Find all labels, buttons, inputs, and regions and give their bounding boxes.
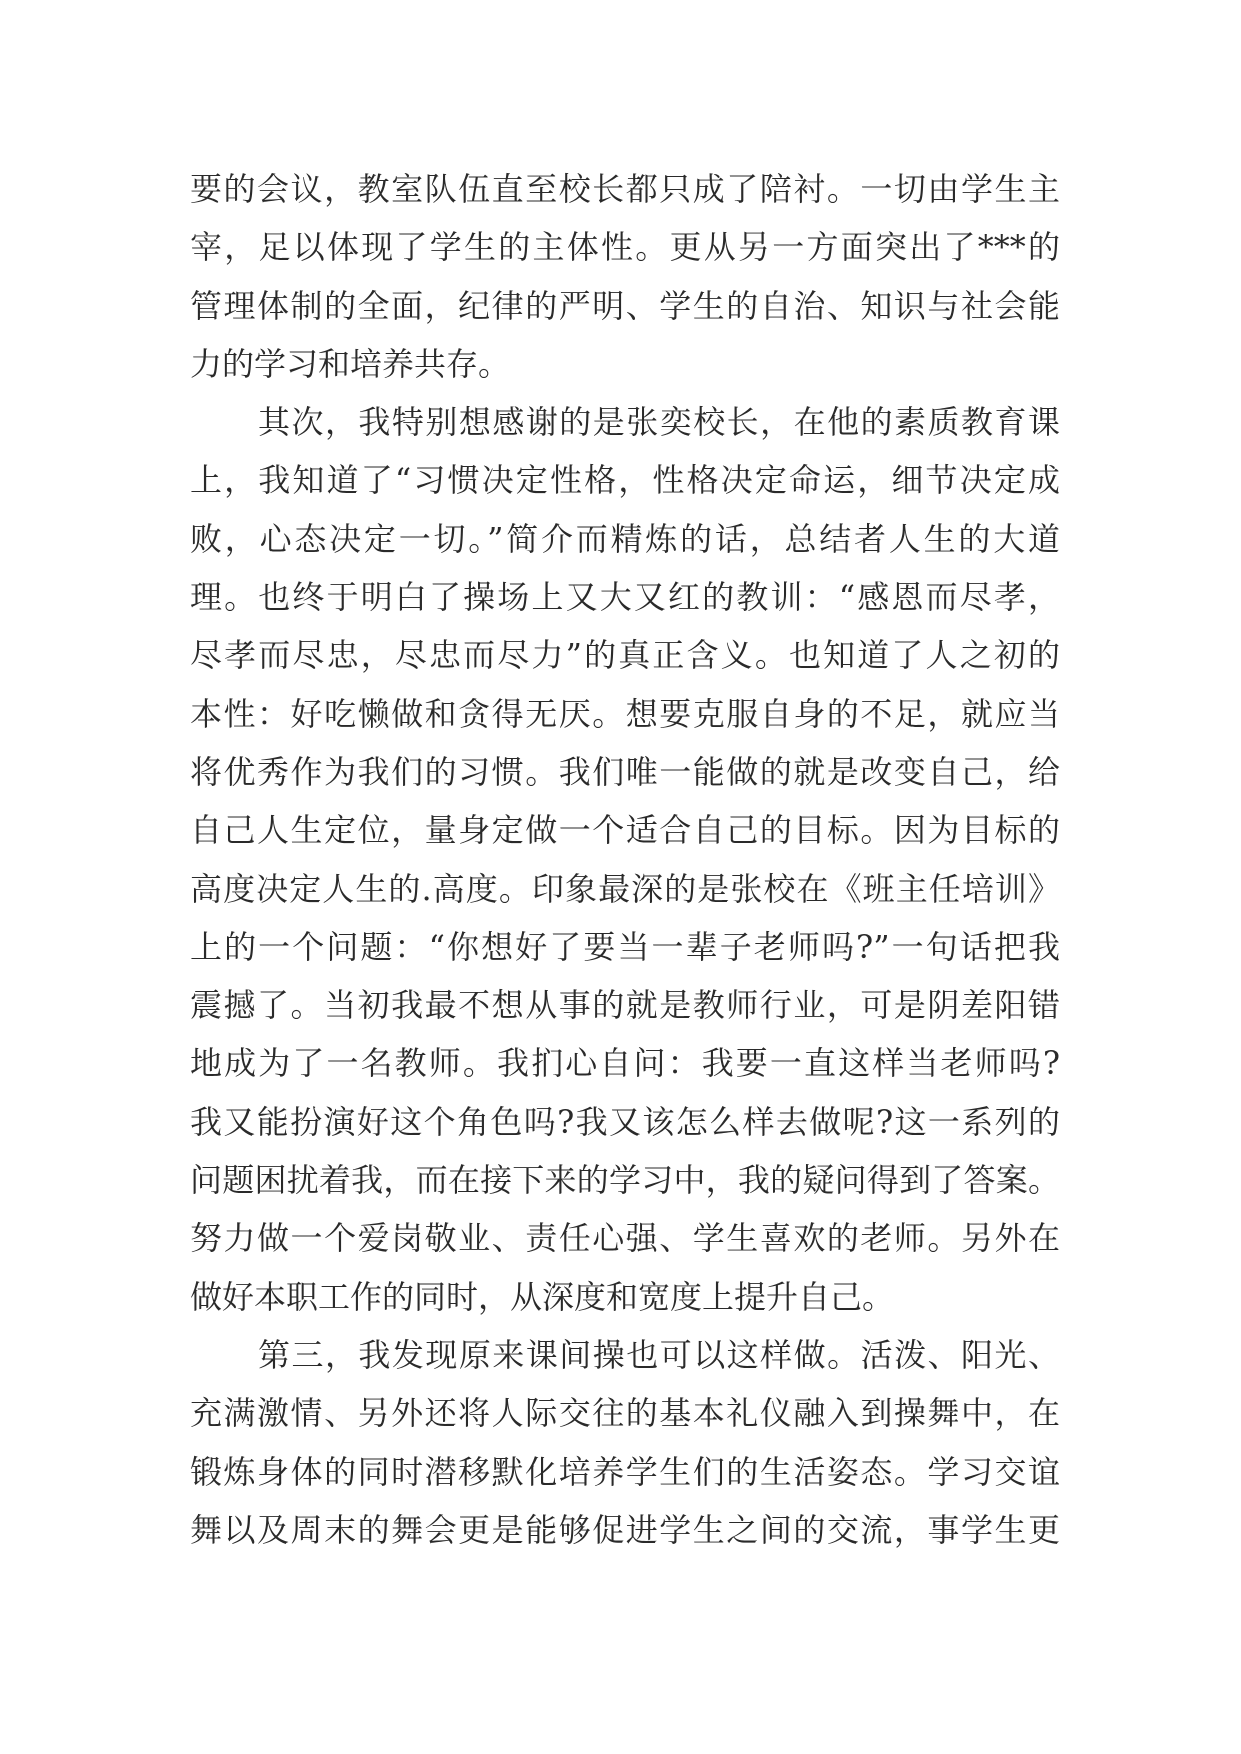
text-line: 将优秀作为我们的习惯。我们唯一能做的就是改变自己，给 <box>190 752 1060 791</box>
text-line: 努力做一个爱岗敬业、责任心强、学生喜欢的老师。另外在 <box>190 1219 1060 1258</box>
text-line: 管理体制的全面，纪律的严明、学生的自治、知识与社会能 <box>190 286 1060 325</box>
text-line: 做好本职工作的同时，从深度和宽度上提升自己。 <box>190 1277 895 1316</box>
body-text <box>190 160 1060 1559</box>
text-line: 问题困扰着我，而在接下来的学习中，我的疑问得到了答案。 <box>190 1161 1060 1200</box>
text-line: 其次，我特别想感谢的是张奕校长，在他的素质教育课 <box>258 403 1060 442</box>
text-line: 上，我知道了“习惯决定性格，性格决定命运，细节决定成 <box>190 461 1060 500</box>
text-line: 地成为了一名教师。我扪心自问：我要一直这样当老师吗? <box>190 1044 1060 1083</box>
text-line: 要的会议，教室队伍直至校长都只成了陪衬。一切由学生主 <box>190 170 1060 208</box>
text-line: 本性：好吃懒做和贪得无厌。想要克服自身的不足，就应当 <box>190 694 1060 733</box>
text-line: 第三，我发现原来课间操也可以这样做。活泼、阳光、 <box>258 1335 1060 1374</box>
text-line: 理。也终于明白了操场上又大又红的教训：“感恩而尽孝， <box>190 578 1060 617</box>
text-line: 我又能扮演好这个角色吗?我又该怎么样去做呢?这一系列的 <box>190 1102 1060 1141</box>
text-line: 宰，足以体现了学生的主体性。更从另一方面突出了***的 <box>190 228 1060 267</box>
text-line: 自己人生定位，量身定做一个适合自己的目标。因为目标的 <box>190 811 1060 850</box>
text-line: 力的学习和培养共存。 <box>190 344 511 383</box>
text-line: 上的一个问题：“你想好了要当一辈子老师吗?”一句话把我 <box>190 927 1060 966</box>
text-line: 充满激情、另外还将人际交往的基本礼仪融入到操舞中，在 <box>190 1394 1060 1433</box>
text-line: 舞以及周末的舞会更是能够促进学生之间的交流，事学生更 <box>190 1510 1060 1549</box>
text-line: 尽孝而尽忠，尽忠而尽力”的真正含义。也知道了人之初的 <box>190 636 1060 675</box>
text-line: 高度决定人生的.高度。印象最深的是张校在《班主任培训》 <box>190 869 1060 908</box>
text-line: 锻炼身体的同时潜移默化培养学生们的生活姿态。学习交谊 <box>190 1452 1060 1491</box>
text-line: 震撼了。当初我最不想从事的就是教师行业，可是阴差阳错 <box>190 986 1060 1025</box>
text-line: 败，心态决定一切。”简介而精炼的话，总结者人生的大道 <box>190 519 1060 558</box>
